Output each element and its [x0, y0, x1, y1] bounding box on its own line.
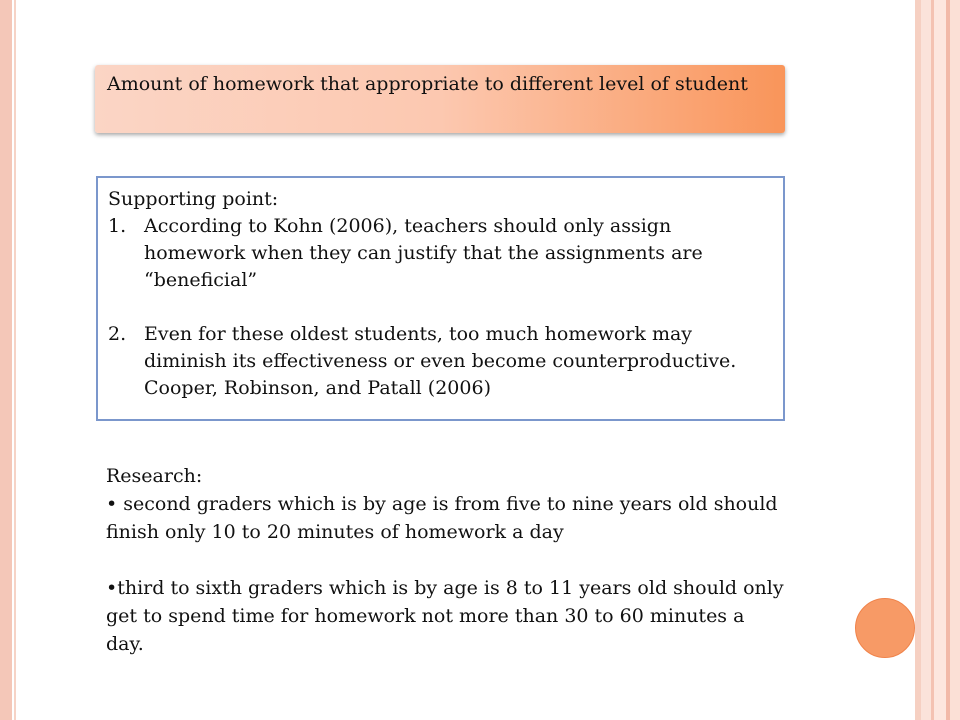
stripe — [921, 0, 931, 720]
supporting-list — [108, 213, 773, 402]
left-border-line — [14, 0, 16, 720]
list-item-number: 1. — [108, 215, 127, 237]
list-item — [108, 213, 773, 294]
list-item-number: 2. — [108, 323, 127, 345]
research-heading: Research: — [106, 465, 203, 487]
supporting-points-box — [96, 176, 785, 421]
left-border-decoration — [0, 0, 12, 720]
supporting-heading: Supporting point: — [108, 188, 279, 210]
orange-circle-decoration — [855, 598, 915, 658]
stripe — [950, 0, 960, 720]
slide-title: Amount of homework that appropriate to different level of student — [95, 65, 785, 133]
list-item — [108, 321, 773, 402]
research-section — [106, 462, 786, 658]
list-item-text: Even for these oldest students, too much homework may diminish its effectiveness or even become counterproductive. Cooper, Robinson, and Patall (2006) — [144, 323, 737, 399]
research-point: •third to sixth graders which is by age is 8 to 11 years old should only get to spend time for homework not more than 30 to 60 minutes a day. — [106, 577, 784, 655]
research-point: • second graders which is by age is from five to nine years old should finish only 10 to 20 minutes of homework a day — [106, 493, 778, 543]
list-item-text: According to Kohn (2006), teachers should only assign homework when they can justify that the assignments are “beneficial” — [144, 215, 703, 291]
stripe — [934, 0, 946, 720]
right-stripes-decoration — [915, 0, 960, 720]
